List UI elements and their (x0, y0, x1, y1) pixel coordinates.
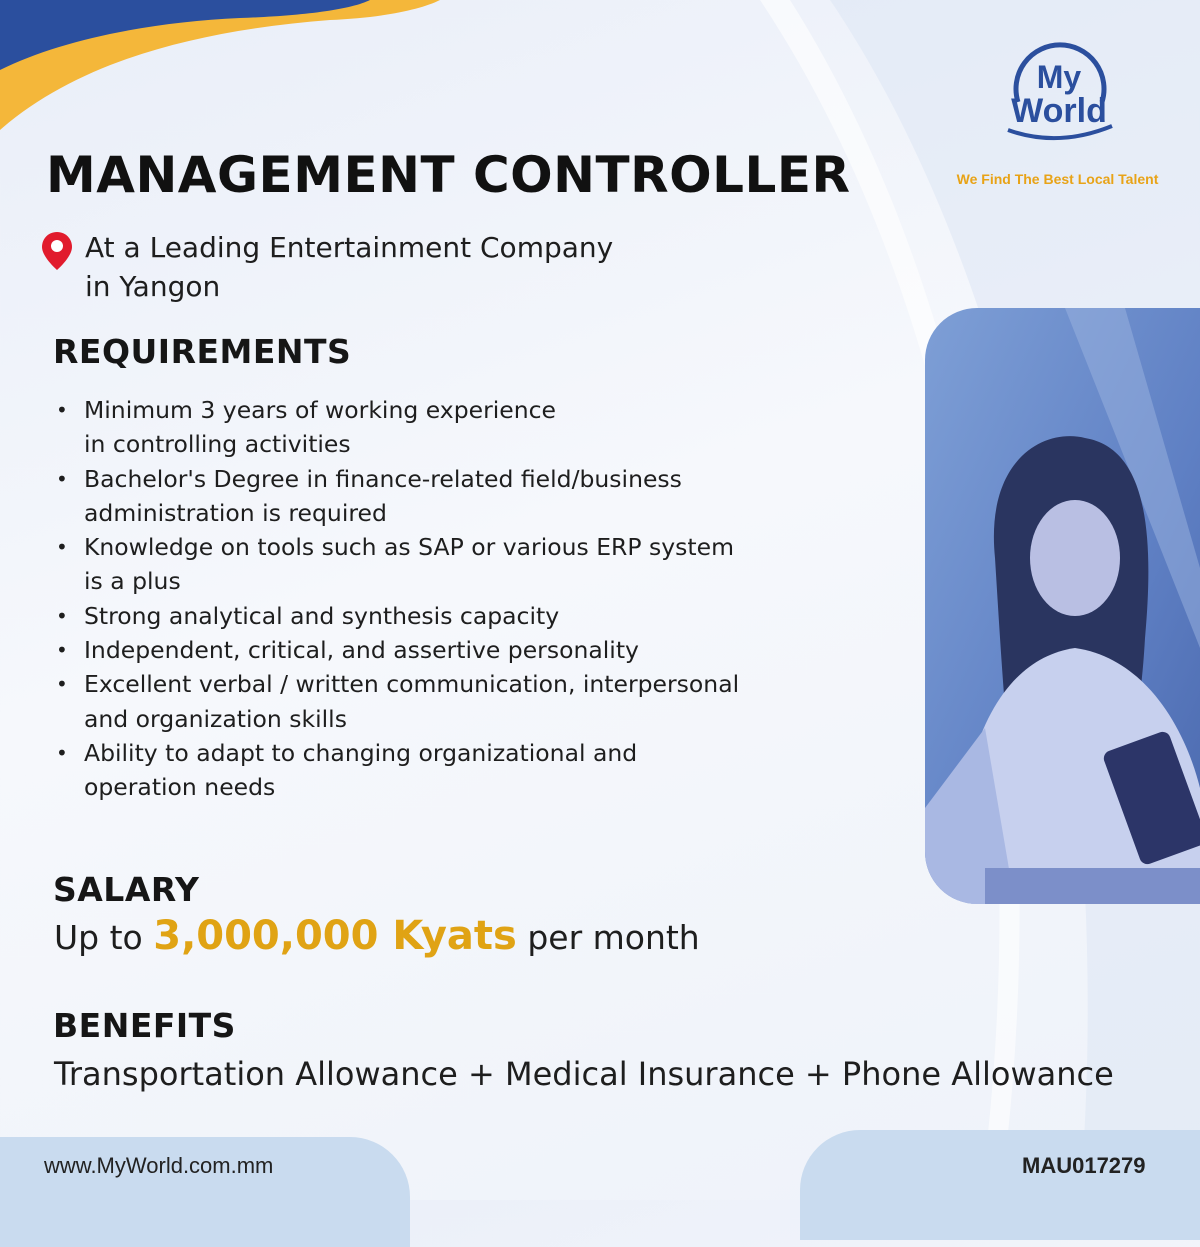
svg-text:My: My (1036, 59, 1082, 95)
footer-right-panel (800, 1130, 1200, 1240)
svg-text:World: World (1011, 92, 1107, 130)
salary-amount: 3,000,000 Kyats (153, 913, 517, 959)
candidate-photo (925, 308, 1200, 904)
requirement-item: • Ability to adapt to changing organizational and operation needs (56, 736, 846, 805)
salary-prefix: Up to (54, 918, 143, 957)
requirements-heading: REQUIREMENTS (53, 332, 352, 371)
location-pin-icon (40, 230, 74, 272)
myworld-logo (998, 40, 1120, 150)
requirement-item: • Bachelor's Degree in finance-related field/business administration is required (56, 462, 846, 531)
salary-heading: SALARY (53, 870, 200, 909)
website-link[interactable]: www.MyWorld.com.mm (44, 1153, 274, 1178)
job-location (85, 228, 613, 306)
requirement-item: • Independent, critical, and assertive personality (56, 633, 846, 667)
location-line-1: At a Leading Entertainment Company (85, 231, 614, 264)
requirement-item: • Strong analytical and synthesis capacity (56, 599, 846, 633)
location-line-2: in Yangon (85, 270, 221, 303)
reference-code: MAU017279 (1022, 1153, 1146, 1178)
brand-tagline: We Find The Best Local Talent (956, 171, 1159, 187)
requirement-item: • Knowledge on tools such as SAP or various ERP system is a plus (56, 530, 846, 599)
benefits-heading: BENEFITS (53, 1006, 236, 1045)
salary-line (54, 913, 700, 959)
benefits-text: Transportation Allowance + Medical Insurance + Phone Allowance (54, 1055, 1114, 1093)
salary-suffix: per month (527, 918, 700, 957)
requirement-item: • Minimum 3 years of working experience in controlling activities (56, 393, 846, 462)
requirement-item: • Excellent verbal / written communication, interpersonal and organization skills (56, 667, 846, 736)
requirements-list (56, 393, 846, 805)
job-title: MANAGEMENT CONTROLLER (46, 146, 851, 204)
